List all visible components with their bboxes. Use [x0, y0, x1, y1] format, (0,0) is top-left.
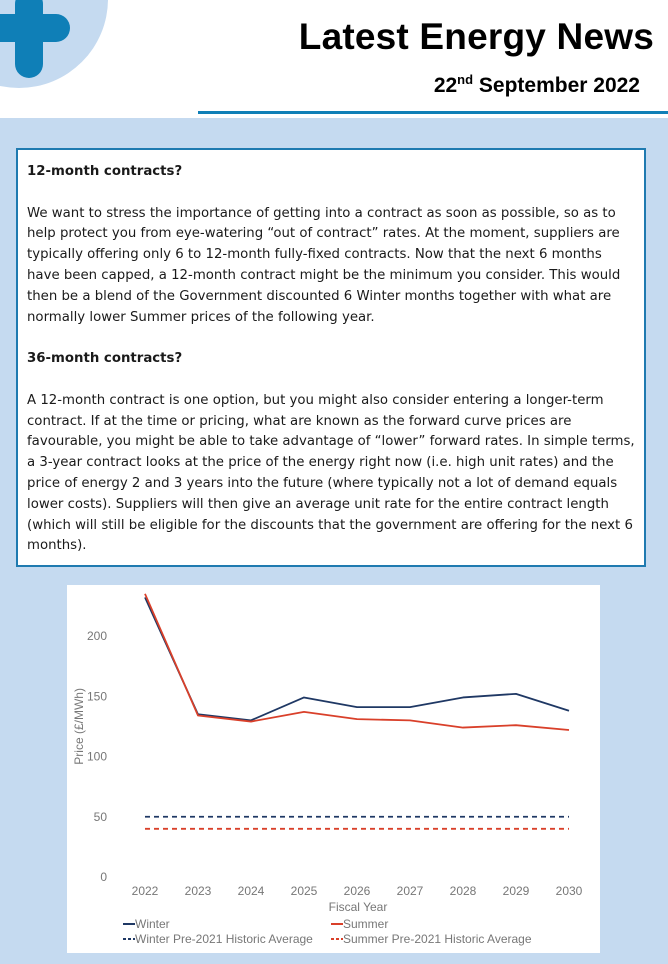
- section-heading-12-month: 12-month contracts?: [27, 164, 183, 179]
- x-tick-label: 2026: [343, 884, 371, 898]
- x-tick-label: 2029: [502, 884, 530, 898]
- y-tick-label: 50: [93, 809, 107, 824]
- section-body-12-month: We want to stress the importance of getting into a contract as soon as possible, so as to help protect you from eye-watering “out of contract” rates. At the moment, suppliers are typically offering only 6 to 12-month fully-fixed contracts. Now that the next 6 months have been capped, a 12-month contract might be the minimum you consider. This would then be a blend of the Government discounted 6 Winter months together with what are normally lower Summer prices of the following year.: [27, 205, 621, 325]
- date-month-year: September 2022: [473, 74, 640, 97]
- section-body-36-month: A 12-month contract is one option, but you might also consider entering a longer-term contract. If at the time or pricing, what are known as the forward curve prices are favourable, you might be able to take advantage of “lower” forward rates. In simple terms, a 3-year contract looks at the price of the energy right now (i.e. high unit rates) and the price of energy 2 and 3 years into the future (where typically not a lot of demand equals lower costs). Suppliers will then give an average unit rate for the entire contract length (which will still be eligible for the discounts that the government are offering for the next 6 months).: [27, 392, 635, 554]
- plus-icon-horizontal: [0, 14, 70, 42]
- price-chart-svg: [67, 585, 600, 953]
- x-tick-label: 2025: [290, 884, 318, 898]
- y-axis-title: Price (£/MWh): [72, 688, 86, 765]
- logo: [0, 0, 108, 88]
- x-tick-label: 2023: [184, 884, 212, 898]
- series-line-winter: [145, 597, 569, 720]
- header-rule: [198, 111, 668, 114]
- x-tick-label: 2027: [396, 884, 424, 898]
- page-title: Latest Energy News: [298, 16, 654, 57]
- header-band: [0, 0, 668, 118]
- x-tick-label: 2022: [131, 884, 159, 898]
- issue-date: [434, 72, 640, 98]
- legend-label: Winter Pre-2021 Historic Average: [135, 932, 313, 946]
- y-tick-label: 0: [100, 870, 107, 884]
- x-axis-title: Fiscal Year: [328, 900, 388, 914]
- article-box: [16, 148, 646, 567]
- y-tick-label: 200: [86, 629, 107, 643]
- y-tick-label: 100: [86, 749, 107, 764]
- x-tick-label: 2024: [237, 884, 265, 898]
- x-tick-label: 2030: [555, 884, 583, 898]
- y-tick-label: 150: [86, 689, 107, 704]
- date-suffix: nd: [457, 72, 474, 87]
- x-tick-label: 2028: [449, 884, 477, 898]
- legend-label: Summer: [343, 917, 389, 931]
- section-heading-36-month: 36-month contracts?: [27, 351, 183, 367]
- legend-label: Winter: [135, 917, 170, 931]
- price-chart: [67, 585, 600, 953]
- legend-label: Summer Pre-2021 Historic Average: [343, 932, 532, 946]
- series-line-summer: [145, 594, 569, 730]
- date-day: 22: [433, 74, 458, 97]
